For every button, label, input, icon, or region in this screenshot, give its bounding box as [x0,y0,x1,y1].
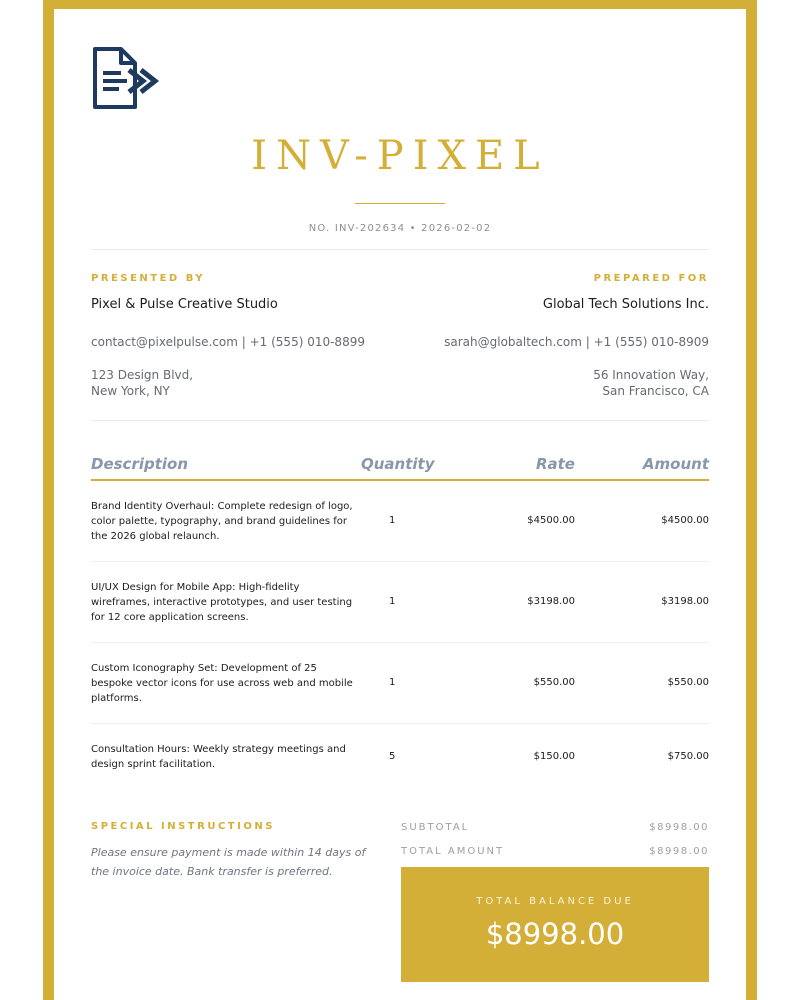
presented-by-label: PRESENTED BY [91,273,206,284]
client-address-line1: 56 Innovation Way, [593,368,709,382]
balance-due-amount: $8998.00 [485,917,625,951]
row-quantity: 1 [389,515,396,526]
column-header-rate: Rate [535,455,575,473]
row-description: UI/UX Design for Mobile App: High-fidelity wireframes, interactive prototypes, and user testing for 12 core application screens. [91,582,353,623]
row-amount: $750.00 [667,751,709,762]
column-header-amount: Amount [642,455,709,473]
instructions-label: SPECIAL INSTRUCTIONS [91,821,275,832]
subtotal-label: SUBTOTAL [401,822,470,833]
divider [91,249,709,250]
invoice-document-icon [91,45,163,111]
row-description: Custom Iconography Set: Development of 25 bespoke vector icons for use across web and mobile platforms. [91,663,353,704]
total-amount-label: TOTAL AMOUNT [401,846,505,857]
balance-due-box [401,867,709,982]
subtotal-value: $8998.00 [649,822,709,833]
column-header-description: Description [91,455,189,473]
row-divider [91,642,709,643]
instructions-text: Please ensure payment is made within 14 days of the invoice date. Bank transfer is preferred. [91,846,366,878]
row-quantity: 1 [389,677,396,688]
row-quantity: 1 [389,596,396,607]
balance-due-label: TOTAL BALANCE DUE [476,896,634,907]
sender-name: Pixel & Pulse Creative Studio [91,297,278,312]
sender-address-line2: New York, NY [91,384,170,398]
divider [91,420,709,421]
sender-address [91,367,193,399]
invoice-title: INV-PIXEL [251,133,549,179]
row-amount: $3198.00 [661,596,709,607]
client-name: Global Tech Solutions Inc. [542,297,709,312]
column-header-quantity: Quantity [361,455,435,473]
row-divider [91,723,709,724]
row-rate: $550.00 [533,677,575,688]
title-divider [355,203,445,204]
row-rate: $3198.00 [527,596,575,607]
client-address-line2: San Francisco, CA [602,384,709,398]
row-quantity: 5 [389,751,396,762]
row-amount: $550.00 [667,677,709,688]
total-amount-value: $8998.00 [649,846,709,857]
invoice-meta: NO. INV-202634 • 2026-02-02 [308,223,492,234]
row-description: Consultation Hours: Weekly strategy meetings and design sprint facilitation. [91,744,346,770]
client-address [593,367,709,399]
row-rate: $150.00 [533,751,575,762]
row-rate: $4500.00 [527,515,575,526]
table-header-rule [91,479,709,481]
client-contact: sarah@globaltech.com | +1 (555) 010-8909 [444,335,709,349]
row-divider [91,561,709,562]
sender-address-line1: 123 Design Blvd, [91,368,194,382]
row-description: Brand Identity Overhaul: Complete redesign of logo, color palette, typography, and brand guidelines for the 2026 global relaunch. [91,501,353,542]
sender-contact: contact@pixelpulse.com | +1 (555) 010-8899 [91,335,365,349]
prepared-for-label: PREPARED FOR [593,273,709,284]
row-amount: $4500.00 [661,515,709,526]
invoice-page [54,9,746,1000]
invoice-content [91,9,709,1000]
